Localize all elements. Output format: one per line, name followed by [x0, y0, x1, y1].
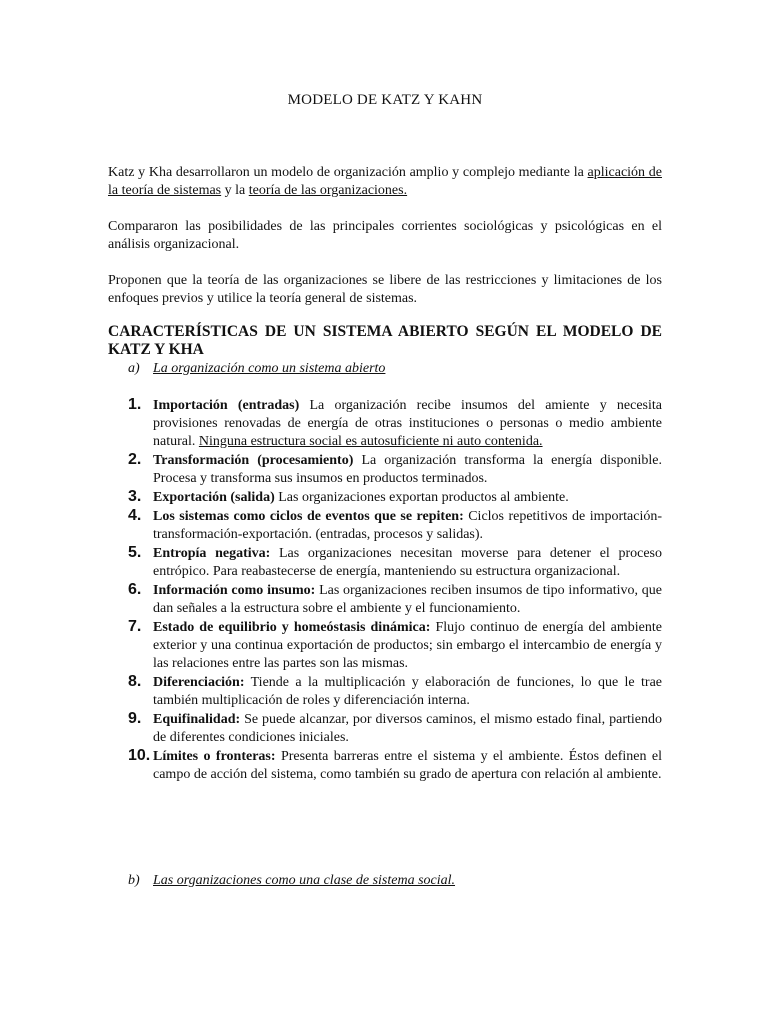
item-number: 1. — [128, 396, 142, 413]
list-item — [108, 674, 662, 710]
intro-text: Katz y Kha desarrollaron un modelo de organización amplio y complejo mediante la — [108, 165, 588, 180]
item-term: Importación (entradas) — [153, 398, 300, 413]
item-term: Información como insumo: — [153, 583, 316, 598]
list-item — [108, 619, 662, 673]
item-term: Los sistemas como ciclos de eventos que se repiten: — [153, 509, 464, 524]
item-number: 6. — [128, 581, 142, 598]
subsection-b-letter: b) — [128, 873, 140, 888]
item-term: Equifinalidad: — [153, 712, 241, 727]
item-text: Las organizaciones necesitan moverse para detener el proceso entrópico. Para reabastecerse de energía, manteniendo su estructura organizacional. — [153, 546, 663, 579]
section-heading: CARACTERÍSTICAS DE UN SISTEMA ABIERTO SEGÚN EL MODELO DE KATZ Y KHA — [108, 323, 662, 358]
item-number: 8. — [128, 673, 142, 690]
item-text: Flujo continuo de energía del ambiente exterior y una continua exportación de productos; sin embargo el intercambio de energía y las relaciones entre las partes son las mismas. — [153, 620, 662, 671]
item-term: Entropía negativa: — [153, 546, 271, 561]
item-text: Las organizaciones exportan productos al ambiente. — [274, 490, 569, 505]
intro-paragraph-1 — [108, 164, 662, 200]
item-text: Se puede alcanzar, por diversos caminos, el mismo estado final, partiendo de diferentes condiciones iniciales. — [153, 712, 662, 745]
page-title: MODELO DE KATZ Y KAHN — [287, 92, 483, 108]
item-number: 7. — [128, 618, 142, 635]
characteristics-list — [108, 397, 662, 785]
subsection-a-title: La organización como un sistema abierto — [153, 361, 386, 376]
link-systems-theory: aplicación de la teoría de sistemas — [108, 165, 662, 198]
item-term: Estado de equilibrio y homeóstasis dinámica: — [153, 620, 431, 635]
subsection-a — [128, 360, 385, 378]
item-text: La organización recibe insumos del amiente y necesita provisiones renovadas de energía de otras instituciones o personas o medio ambiente natural. — [153, 398, 662, 449]
intro-paragraph-2: Compararon las posibilidades de las principales corrientes sociológicas y psicológicas en el análisis organizacional. — [108, 219, 662, 252]
item-term: Transformación (procesamiento) — [153, 453, 354, 468]
item-number: 10. — [128, 747, 151, 764]
item-number: 3. — [128, 488, 142, 505]
list-item — [108, 508, 662, 544]
list-item — [108, 452, 662, 488]
list-item — [108, 397, 662, 451]
list-item — [108, 711, 662, 747]
list-item — [108, 489, 662, 507]
list-item — [108, 582, 662, 618]
item-text: Ciclos repetitivos de importación-transformación-exportación. (entradas, procesos y salidas). — [153, 509, 662, 542]
item-number: 5. — [128, 544, 142, 561]
subsection-b-title: Las organizaciones como una clase de sistema social. — [153, 873, 456, 888]
subsection-a-letter: a) — [128, 361, 140, 376]
item-underlined: Ninguna estructura social es autosuficiente ni auto contenida. — [198, 434, 543, 449]
subsection-b — [128, 872, 455, 890]
item-text: Las organizaciones reciben insumos de tipo informativo, que dan señales a la estructura sobre el ambiente y el funcionamiento. — [153, 583, 663, 616]
item-term: Diferenciación: — [153, 675, 245, 690]
item-number: 4. — [128, 507, 142, 524]
list-item — [108, 748, 662, 784]
item-text: Tiende a la multiplicación y elaboración de funciones, lo que le trae también multiplicación de roles y diferenciación interna. — [153, 675, 662, 708]
intro-connector: y la — [221, 183, 249, 198]
item-number: 2. — [128, 451, 142, 468]
item-term: Exportación (salida) — [153, 490, 275, 505]
item-text: La organización transforma la energía disponible. Procesa y transforma sus insumos en productos terminados. — [153, 453, 662, 486]
item-term: Límites o fronteras: — [153, 749, 276, 764]
list-item — [108, 545, 662, 581]
item-number: 9. — [128, 710, 142, 727]
intro-paragraph-3: Proponen que la teoría de las organizaciones se libere de las restricciones y limitaciones de los enfoques previos y utilice la teoría general de sistemas. — [108, 273, 662, 306]
link-org-theory: teoría de las organizaciones. — [248, 183, 408, 198]
item-text: Presenta barreras entre el sistema y el ambiente. Éstos definen el campo de acción del sistema, como también su grado de apertura con relación al ambiente. — [153, 749, 662, 782]
